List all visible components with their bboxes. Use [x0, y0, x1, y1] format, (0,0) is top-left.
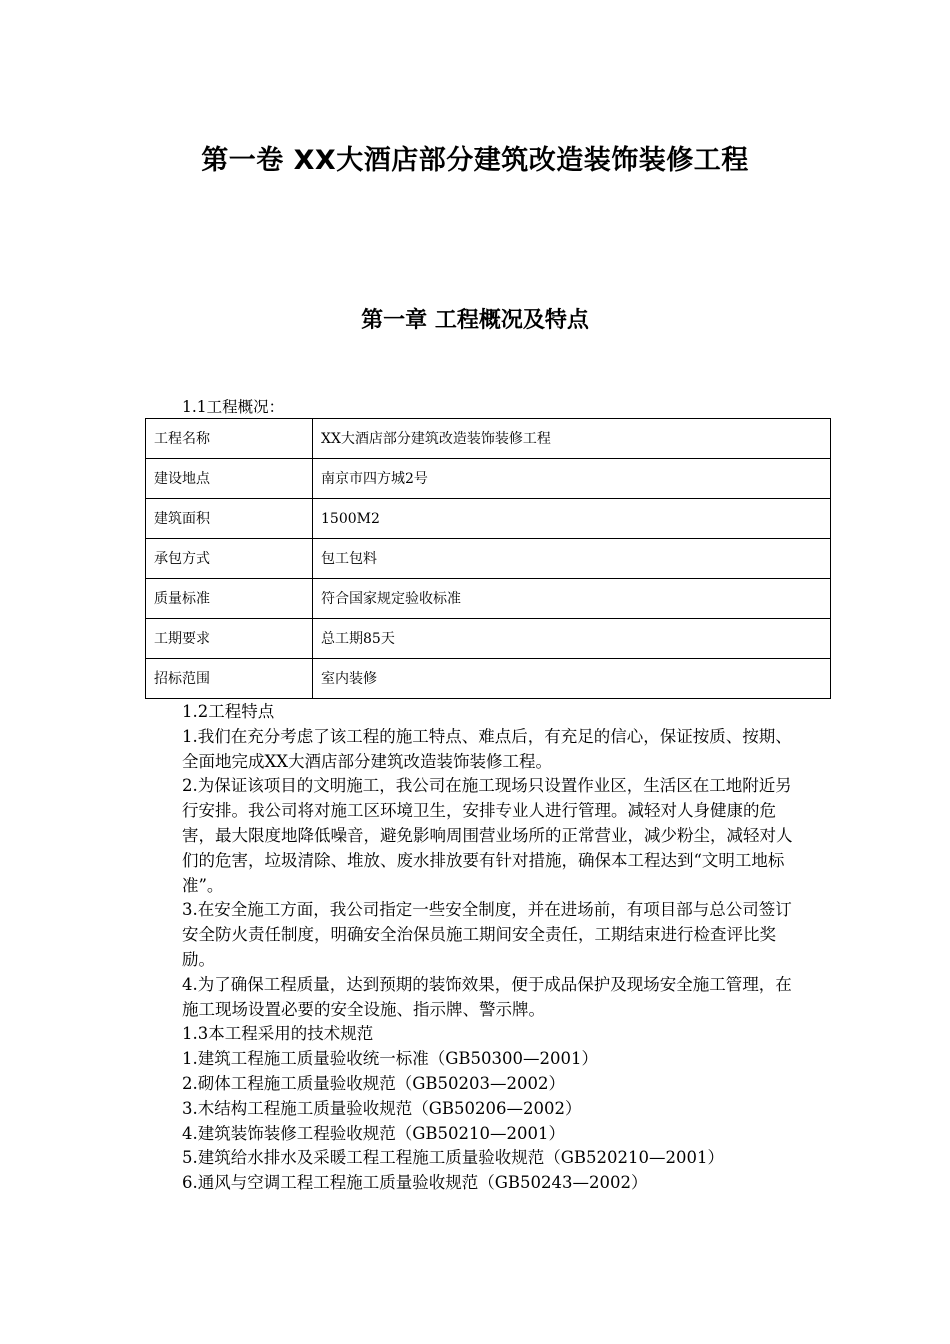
- standard-list-item: 3.木结构工程施工质量验收规范（GB50206—2002）: [182, 1098, 582, 1118]
- table-row: [146, 539, 831, 579]
- table-row: [146, 419, 831, 459]
- table-key-cell: 承包方式: [146, 539, 313, 579]
- standard-list-item: 4.建筑装饰装修工程验收规范（GB50210—2001）: [182, 1123, 566, 1143]
- table-key-cell: 质量标准: [146, 579, 313, 619]
- table-key-cell: 工期要求: [146, 619, 313, 659]
- table-value-cell: 符合国家规定验收标准: [313, 579, 831, 619]
- feature-paragraph: 4.为了确保工程质量，达到预期的装饰效果，便于成品保护及现场安全施工管理，在施工现场设置必要的安全设施、指示牌、警示牌。: [182, 974, 792, 1019]
- feature-paragraph: 1.我们在充分考虑了该工程的施工特点、难点后，有充足的信心，保证按质、按期、全面地完成XX大酒店部分建筑改造装饰装修工程。: [182, 726, 792, 771]
- standard-list-item: 2.砌体工程施工质量验收规范（GB50203—2002）: [182, 1073, 566, 1093]
- table-key-cell: 建设地点: [146, 459, 313, 499]
- table-row: [146, 459, 831, 499]
- standard-list-item: 5.建筑给水排水及采暖工程工程施工质量验收规范（GB520210—2001）: [182, 1148, 725, 1168]
- table-value-cell: 1500M2: [313, 499, 831, 539]
- table-value-cell: XX大酒店部分建筑改造装饰装修工程: [313, 419, 831, 459]
- section-1-3-heading: 1.3本工程采用的技术规范: [182, 1024, 374, 1044]
- table-row: [146, 619, 831, 659]
- table-value-cell: 室内装修: [313, 659, 831, 699]
- table-value-cell: 包工包料: [313, 539, 831, 579]
- table-row: [146, 579, 831, 619]
- section-1-1-heading: 1.1工程概况：: [182, 398, 285, 416]
- table-key-cell: 招标范围: [146, 659, 313, 699]
- standard-list-item: 1.建筑工程施工质量验收统一标准（GB50300—2001）: [182, 1049, 599, 1069]
- body-text: [182, 700, 802, 1196]
- table-row: [146, 499, 831, 539]
- table-value-cell: 南京市四方城2号: [313, 459, 831, 499]
- feature-paragraph: 3.在安全施工方面，我公司指定一些安全制度，并在进场前，有项目部与总公司签订安全防火责任制度，明确安全治保员施工期间安全责任，工期结束进行检查评比奖励。: [182, 900, 792, 969]
- section-1-2-heading: 1.2工程特点: [182, 702, 275, 721]
- feature-paragraph: 2.为保证该项目的文明施工，我公司在施工现场只设置作业区，生活区在工地附近另行安排。我公司将对施工区环境卫生，安排专业人进行管理。减轻对人身健康的危害，最大限度地降低噪音，避免影响周围营业场所的正常营业，减少粉尘，减轻对人们的危害，垃圾清除、堆放、废水排放要有针对措施，确保本工程达到“文明工地标准”。: [182, 776, 793, 895]
- table-key-cell: 建筑面积: [146, 499, 313, 539]
- volume-title: 第一卷 XX大酒店部分建筑改造装饰装修工程: [201, 145, 749, 176]
- table-key-cell: 工程名称: [146, 419, 313, 459]
- table-row: [146, 659, 831, 699]
- project-overview-table: [145, 418, 831, 699]
- chapter-title: 第一章 工程概况及特点: [361, 308, 589, 333]
- table-value-cell: 总工期85天: [313, 619, 831, 659]
- standard-list-item: 6.通风与空调工程工程施工质量验收规范（GB50243—2002）: [182, 1173, 648, 1193]
